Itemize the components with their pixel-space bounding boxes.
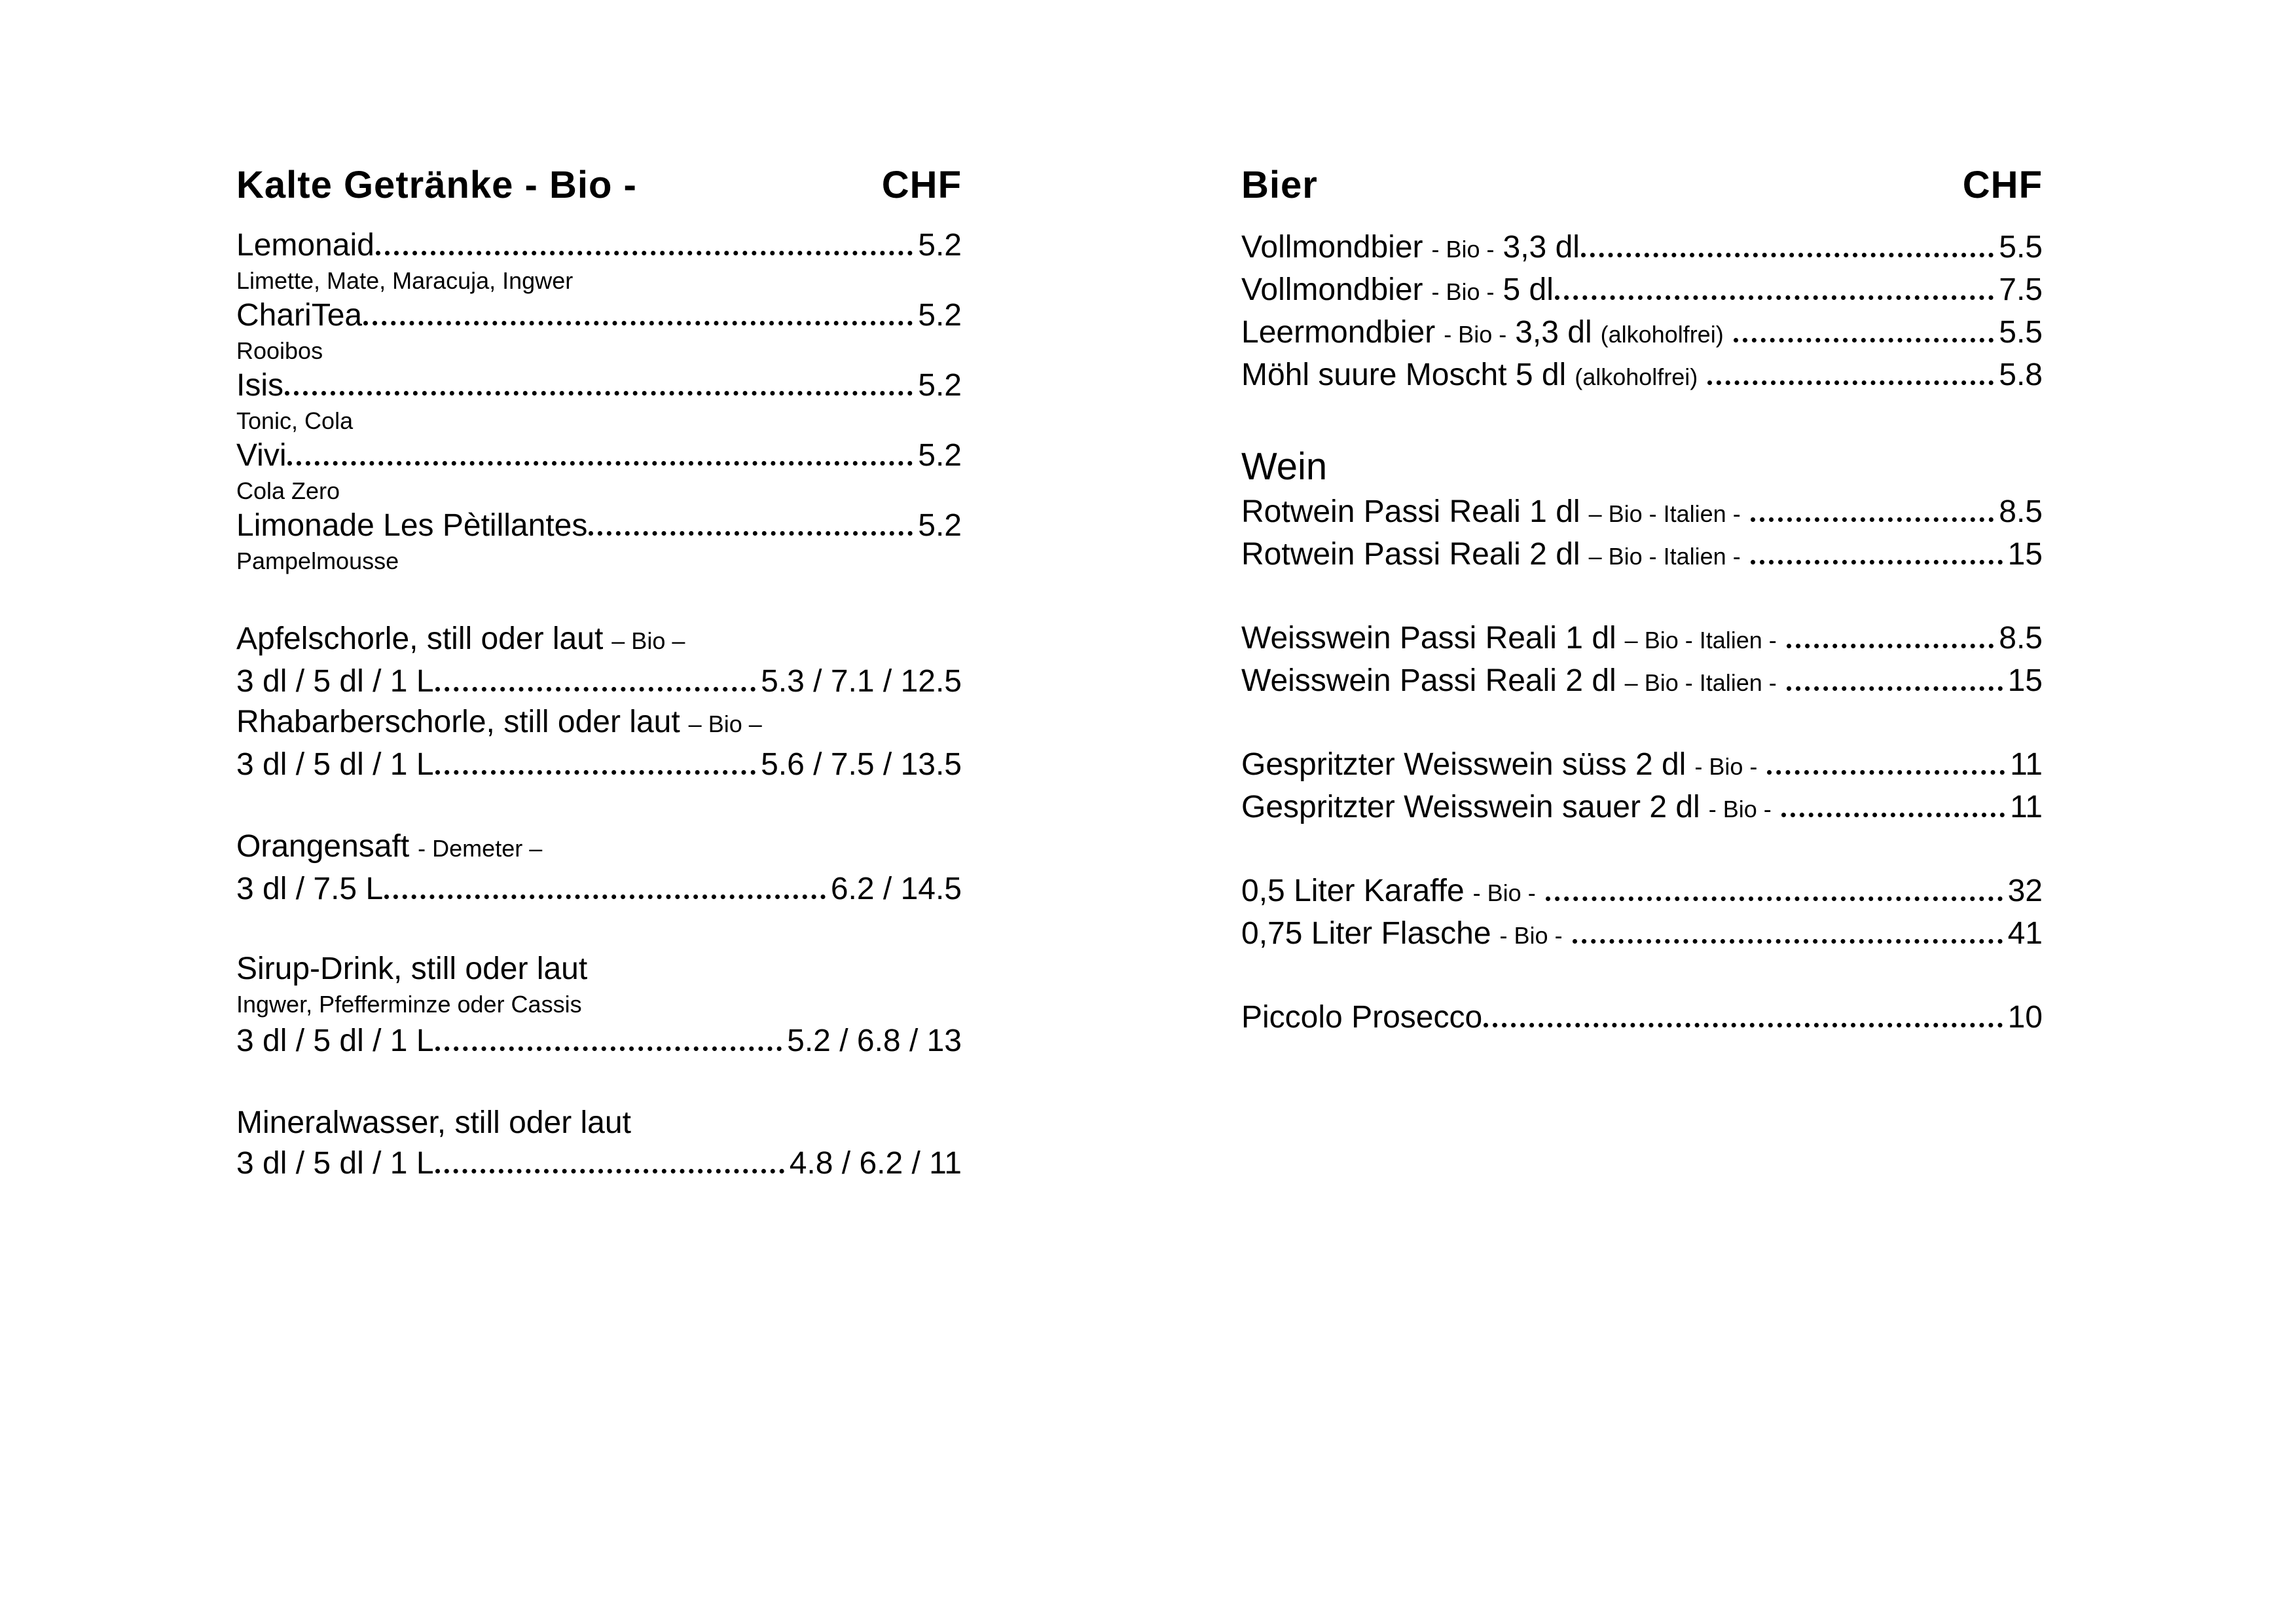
item-price: 15 — [2007, 663, 2043, 698]
item-label — [236, 869, 383, 910]
item-label — [1241, 492, 1749, 534]
item-note: Pampelmousse — [236, 547, 399, 574]
sirup-group — [236, 951, 962, 1061]
menu-item-row — [236, 297, 962, 334]
item-annotation: – Bio - Italien - — [1624, 669, 1777, 696]
sizes-price-row — [236, 745, 962, 785]
item-annotation: - Demeter – — [418, 835, 543, 862]
item-sizes: 3 dl / 5 dl / 1 L — [236, 1024, 434, 1058]
menu-item-row — [236, 227, 962, 264]
menu-item-row — [1241, 312, 2043, 355]
item-label — [1241, 745, 1766, 787]
item-name: 0,5 Liter Karaffe — [1241, 874, 1465, 908]
item-name: Limonade Les Pètillantes — [236, 508, 588, 543]
item-label — [236, 1143, 434, 1184]
dot-leader — [363, 321, 913, 325]
item-note: Cola Zero — [236, 477, 340, 504]
dot-leader — [1751, 560, 2003, 564]
prosecco-group — [1241, 997, 2043, 1038]
menu-item-row — [1241, 871, 2043, 913]
section-title-wein: Wein — [1241, 445, 1328, 488]
menu-item-row — [1241, 227, 2043, 270]
item-price: 5.5 — [1999, 315, 2043, 350]
item-name: Weisswein Passi Reali 1 dl — [1241, 621, 1616, 655]
menu-item-row — [236, 1103, 962, 1143]
item-label — [236, 745, 434, 785]
item-label — [236, 507, 587, 544]
item-price: 4.8 / 6.2 / 11 — [789, 1146, 962, 1181]
menu-item-row — [1241, 661, 2043, 703]
item-name: Leermondbier — [1241, 315, 1436, 350]
dot-leader — [1767, 770, 2005, 775]
right-column — [1241, 162, 2043, 1038]
item-note: Tonic, Cola — [236, 407, 354, 434]
item-sizes: 3 dl / 5 dl / 1 L — [236, 747, 434, 782]
item-annotation: - Bio - — [1444, 321, 1507, 348]
item-name: Rhabarberschorle, still oder laut — [236, 705, 680, 739]
dot-leader — [435, 770, 756, 775]
section-title-kalte-getraenke: Kalte Getränke - Bio - — [236, 164, 637, 206]
item-name: Vivi — [236, 438, 287, 473]
menu-item-row — [1241, 787, 2043, 830]
menu-item-row — [236, 951, 962, 987]
bier-group — [1241, 227, 2043, 397]
item-name: Rotwein Passi Reali 2 dl — [1241, 537, 1580, 572]
item-note: Limette, Mate, Maracuja, Ingwer — [236, 267, 574, 294]
item-label — [236, 437, 286, 474]
item-label — [1241, 871, 1544, 913]
item-annotation: - Bio - — [1431, 236, 1495, 263]
item-size: 3,3 dl — [1503, 230, 1580, 265]
sizes-price-row — [236, 869, 962, 910]
right-section-header — [1241, 162, 2043, 208]
item-annotation: – Bio – — [688, 710, 762, 737]
item-label — [1241, 355, 1706, 397]
item-name: ChariTea — [236, 298, 363, 333]
menu-item-row — [236, 826, 962, 869]
item-note: Rooibos — [236, 337, 323, 364]
item-label — [1241, 618, 1785, 661]
left-section-header — [236, 162, 962, 208]
item-label — [236, 1021, 434, 1061]
left-column — [236, 162, 962, 1184]
item-price: 11 — [2010, 790, 2043, 824]
menu-item-row — [1241, 534, 2043, 577]
item-name: Apfelschorle, still oder laut — [236, 621, 604, 656]
menu-item-row — [1241, 618, 2043, 661]
item-price: 8.5 — [1999, 621, 2043, 655]
dot-leader — [287, 461, 913, 466]
item-price: 5.2 — [918, 298, 962, 333]
currency-label: CHF — [1962, 164, 2043, 206]
item-name: Gespritzter Weisswein süss 2 dl — [1241, 747, 1686, 782]
item-annotation: - Bio - — [1694, 753, 1758, 780]
dot-leader — [1781, 813, 2005, 817]
item-name: Mineralwasser, still oder laut — [236, 1105, 631, 1140]
dot-leader — [376, 251, 913, 255]
item-annotation: (alkoholfrei) — [1575, 363, 1698, 390]
item-annotation: – Bio - Italien - — [1624, 627, 1777, 654]
item-name: Piccolo Prosecco — [1241, 1000, 1483, 1035]
item-annotation: – Bio - Italien - — [1588, 543, 1741, 570]
menu-item-row — [1241, 997, 2043, 1038]
item-name: Rotwein Passi Reali 1 dl — [1241, 494, 1580, 529]
menu-item-row — [236, 367, 962, 404]
item-label — [1241, 227, 1580, 270]
dot-leader — [1707, 380, 1994, 385]
dot-leader — [1751, 517, 1994, 522]
dot-leader — [1573, 939, 2003, 944]
item-label — [1241, 312, 1732, 355]
item-label — [1241, 787, 1780, 830]
item-annotation: – Bio – — [611, 627, 685, 654]
rotwein-group — [1241, 492, 2043, 577]
item-name: Orangensaft — [236, 829, 410, 864]
item-label — [236, 951, 587, 987]
orangensaft-group — [236, 826, 962, 910]
item-price: 5.6 / 7.5 / 13.5 — [761, 747, 962, 782]
item-price: 6.2 / 14.5 — [830, 872, 962, 906]
dot-leader — [1484, 1023, 2002, 1027]
item-price: 5.8 — [1999, 358, 2043, 392]
dot-leader — [435, 1169, 784, 1173]
menu-item-row — [236, 619, 962, 661]
item-label — [1241, 534, 1749, 577]
sizes-price-row — [236, 661, 962, 702]
item-label — [1241, 270, 1554, 312]
item-price: 5.2 — [918, 368, 962, 403]
soft-drinks-group — [236, 227, 962, 578]
item-label — [236, 227, 374, 264]
item-label — [1241, 997, 1482, 1038]
item-label — [236, 297, 362, 334]
dot-leader — [1546, 896, 2003, 901]
item-name: 0,75 Liter Flasche — [1241, 916, 1491, 951]
item-price: 11 — [2010, 747, 2043, 782]
menu-item-row — [1241, 270, 2043, 312]
item-label — [236, 661, 434, 702]
menu-item-row — [1241, 745, 2043, 787]
menu-item-row — [1241, 492, 2043, 534]
item-price: 8.5 — [1999, 494, 2043, 529]
item-label — [1241, 913, 1571, 956]
weisswein-group — [1241, 618, 2043, 703]
menu-item-row — [236, 507, 962, 544]
sizes-price-row — [236, 1143, 962, 1184]
item-annotation: - Bio - — [1431, 278, 1495, 305]
item-name: Vollmondbier — [1241, 272, 1423, 307]
item-price: 5.2 — [918, 508, 962, 543]
currency-label: CHF — [881, 164, 962, 206]
dot-leader — [285, 391, 913, 396]
item-label — [1241, 661, 1785, 703]
item-size: 5 dl — [1503, 272, 1554, 307]
item-name: Möhl suure Moscht 5 dl — [1241, 358, 1567, 392]
item-label — [236, 826, 551, 869]
item-name: Lemonaid — [236, 228, 374, 263]
section-title-bier: Bier — [1241, 164, 1318, 206]
dot-leader — [1581, 253, 1994, 257]
item-label — [236, 367, 283, 404]
dot-leader — [384, 895, 826, 899]
item-price: 5.2 — [918, 438, 962, 473]
item-sizes: 3 dl / 5 dl / 1 L — [236, 1146, 434, 1181]
dot-leader — [1787, 686, 2003, 691]
item-sizes: 3 dl / 7.5 L — [236, 872, 384, 906]
karaffe-flasche-group — [1241, 871, 2043, 956]
item-price: 41 — [2007, 916, 2043, 951]
item-sizes: 3 dl / 5 dl / 1 L — [236, 664, 434, 699]
item-name: Weisswein Passi Reali 2 dl — [1241, 663, 1616, 698]
item-annotation: - Bio - — [1472, 879, 1536, 906]
item-label — [236, 1103, 631, 1143]
item-price: 5.2 / 6.8 / 13 — [787, 1024, 962, 1058]
item-price: 7.5 — [1999, 272, 2043, 307]
menu-item-row — [1241, 913, 2043, 956]
schorle-group — [236, 619, 962, 785]
item-note: Ingwer, Pfefferminze oder Cassis — [236, 991, 582, 1018]
item-annotation: - Bio - — [1708, 796, 1772, 822]
item-price: 32 — [2007, 874, 2043, 908]
item-price: 5.3 / 7.1 / 12.5 — [761, 664, 962, 699]
menu-item-row — [236, 702, 962, 745]
item-name: Isis — [236, 368, 283, 403]
item-price: 5.5 — [1999, 230, 2043, 265]
item-size: 3,3 dl — [1515, 315, 1592, 350]
item-annotation: - Bio - — [1499, 922, 1563, 949]
sizes-price-row — [236, 1021, 962, 1061]
item-name: Gespritzter Weisswein sauer 2 dl — [1241, 790, 1700, 824]
mineralwasser-group — [236, 1103, 962, 1184]
dot-leader — [589, 531, 913, 536]
menu-item-row — [236, 437, 962, 474]
item-annotation: – Bio - Italien - — [1588, 500, 1741, 527]
gespritzter-group — [1241, 745, 2043, 830]
menu-item-row — [1241, 355, 2043, 397]
item-price: 15 — [2007, 537, 2043, 572]
item-annotation: (alkoholfrei) — [1600, 321, 1724, 348]
dot-leader — [435, 1046, 782, 1051]
item-name: Sirup-Drink, still oder laut — [236, 951, 588, 986]
dot-leader — [435, 687, 756, 692]
item-price: 5.2 — [918, 228, 962, 263]
item-name: Vollmondbier — [1241, 230, 1423, 265]
dot-leader — [1787, 644, 1994, 648]
item-price: 10 — [2007, 1000, 2043, 1035]
dot-leader — [1734, 338, 1994, 342]
dot-leader — [1555, 295, 1994, 300]
item-label — [236, 702, 771, 745]
item-label — [236, 619, 693, 661]
